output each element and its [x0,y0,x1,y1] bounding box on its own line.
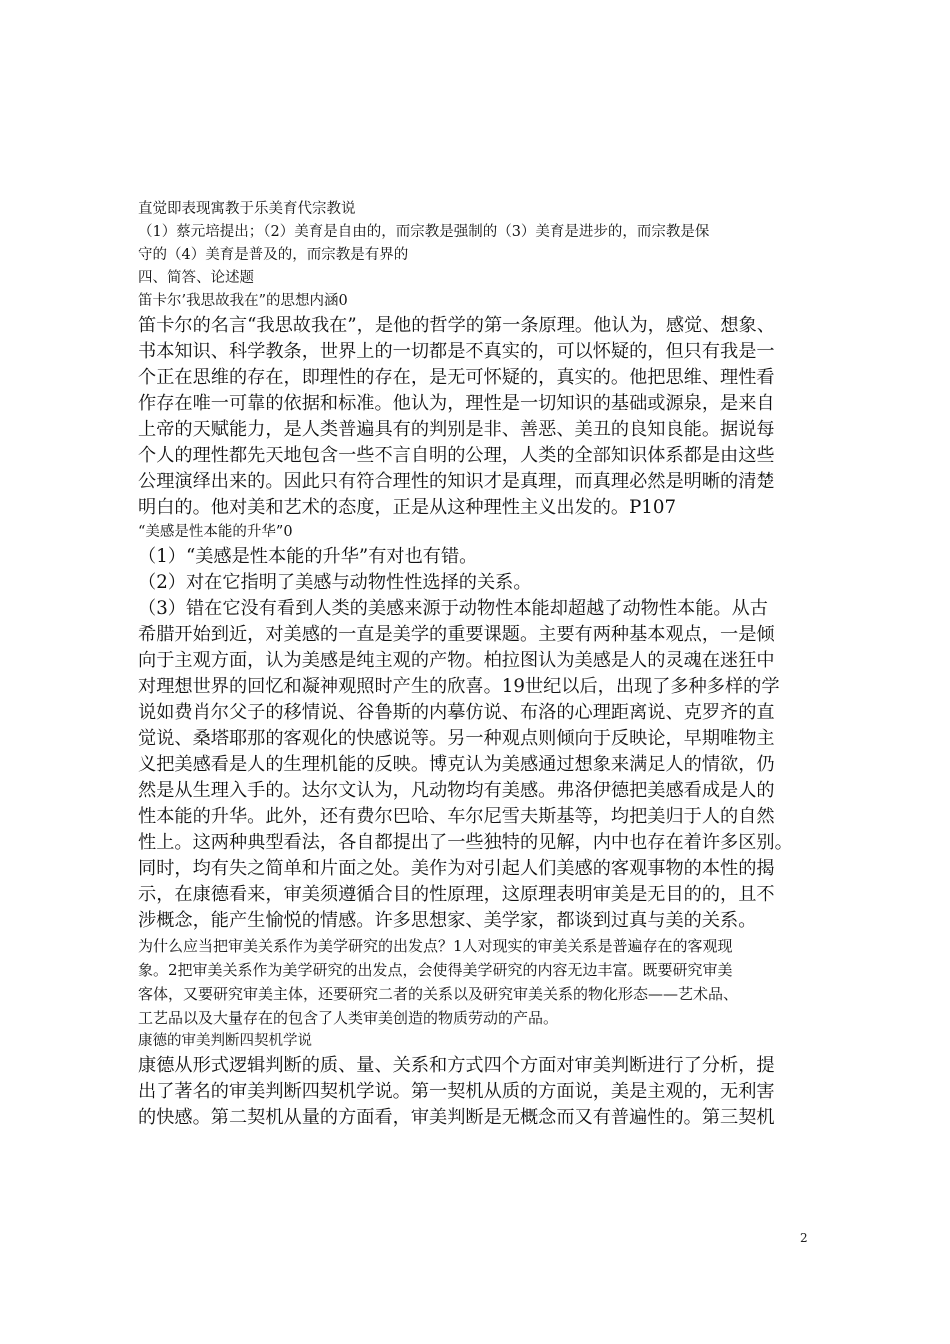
text-line: 书本知识、科学教条，世界上的一切都是不真实的，可以怀疑的，但只有我是一 [138,341,775,362]
text-line: 觉说、桑塔耶那的客观化的快感说等。另一种观点则倾向于反映论，早期唯物主 [138,728,775,749]
text-line: （1）蔡元培提出；（2）美育是自由的，而宗教是强制的（3）美育是进步的，而宗教是保 [138,224,710,240]
text-line: 个正在思维的存在，即理性的存在，是无可怀疑的，真实的。他把思维、理性看 [138,367,775,388]
text-line: “美感是性本能的升华”0 [138,524,293,540]
text-line: 康德从形式逻辑判断的质、量、关系和方式四个方面对审美判断进行了分析，提 [138,1055,775,1076]
text-line: 示，在康德看来，审美须遵循合目的性原理，这原理表明审美是无目的的，且不 [138,884,775,905]
text-line: 希腊开始到近，对美感的一直是美学的重要课题。主要有两种基本观点，一是倾 [138,624,775,645]
text-line: 性上。这两种典型看法，各自都提出了一些独特的见解，内中也存在着许多区别。 [138,832,793,853]
text-line: （3）错在它没有看到人类的美感来源于动物性本能却超越了动物性本能。从古 [138,598,768,619]
text-line: 为什么应当把审美关系作为美学研究的出发点？1人对现实的审美关系是普遍存在的客观现 [138,937,733,955]
text-line: 笛卡尔’我思故我在”的思想内涵0 [138,293,348,309]
text-line: 出了著名的审美判断四契机学说。第一契机从质的方面说，美是主观的，无利害 [138,1081,775,1102]
text-line: 作存在唯一可靠的依据和标准。他认为，理性是一切知识的基础或源泉，是来自 [138,393,775,414]
text-line: 对理想世界的回忆和凝神观照时产生的欣喜。19世纪以后，出现了多种多样的学 [138,676,780,697]
text-line: 笛卡尔的名言“我思故我在”，是他的哲学的第一条原理。他认为，感觉、想象、 [138,315,775,336]
text-line: 明白的。他对美和艺术的态度，正是从这种理性主义出发的。P107 [138,497,677,518]
text-line: 性本能的升华。此外，还有费尔巴哈、车尔尼雪夫斯基等，均把美归于人的自然 [138,806,775,827]
text-line: 向于主观方面，认为美感是纯主观的产物。柏拉图认为美感是人的灵魂在迷狂中 [138,650,775,671]
text-line: 公理演绎出来的。因此只有符合理性的知识才是真理，而真理必然是明晰的清楚 [138,471,775,492]
text-line: 的快感。第二契机从量的方面看，审美判断是无概念而又有普遍性的。第三契机 [138,1107,775,1128]
text-line: 四、简答、论述题 [138,270,254,286]
text-line: 同时，均有失之简单和片面之处。美作为对引起人们美感的客观事物的本性的揭 [138,858,775,879]
text-line: 义把美感看是人的生理机能的反映。博克认为美感通过想象来满足人的情欲，仍 [138,754,775,775]
text-line: （2）对在它指明了美感与动物性性选择的关系。 [138,572,532,593]
page-number: 2 [800,1231,808,1245]
text-line: 工艺品以及大量存在的包含了人类审美创造的物质劳动的产品。 [138,1009,559,1027]
text-line: （1）“美感是性本能的升华”有对也有错。 [138,546,478,567]
text-line: 象。2把审美关系作为美学研究的出发点，会使得美学研究的内容无边丰富。既要研究审美 [138,961,733,979]
text-line: 客体，又要研究审美主体，还要研究二者的关系以及研究审美关系的物化形态——艺术品、 [138,985,739,1003]
text-line: 涉概念，能产生愉悦的情感。许多思想家、美学家，都谈到过真与美的关系。 [138,910,757,931]
text-line: 个人的理性都先天地包含一些不言自明的公理，人类的全部知识体系都是由这些 [138,445,775,466]
text-line: 说如费肖尔父子的移情说、谷鲁斯的内摹仿说、布洛的心理距离说、克罗齐的直 [138,702,775,723]
text-line: 上帝的天赋能力，是人类普遍具有的判别是非、善恶、美丑的良知良能。据说每 [138,419,775,440]
text-line: 然是从生理入手的。达尔文认为，凡动物均有美感。弗洛伊德把美感看成是人的 [138,780,775,801]
text-line: 直觉即表现寓教于乐美育代宗教说 [138,201,356,217]
text-line: 守的（4）美育是普及的，而宗教是有界的 [138,247,409,263]
text-line: 康德的审美判断四契机学说 [138,1033,312,1049]
document-body [138,198,822,1131]
